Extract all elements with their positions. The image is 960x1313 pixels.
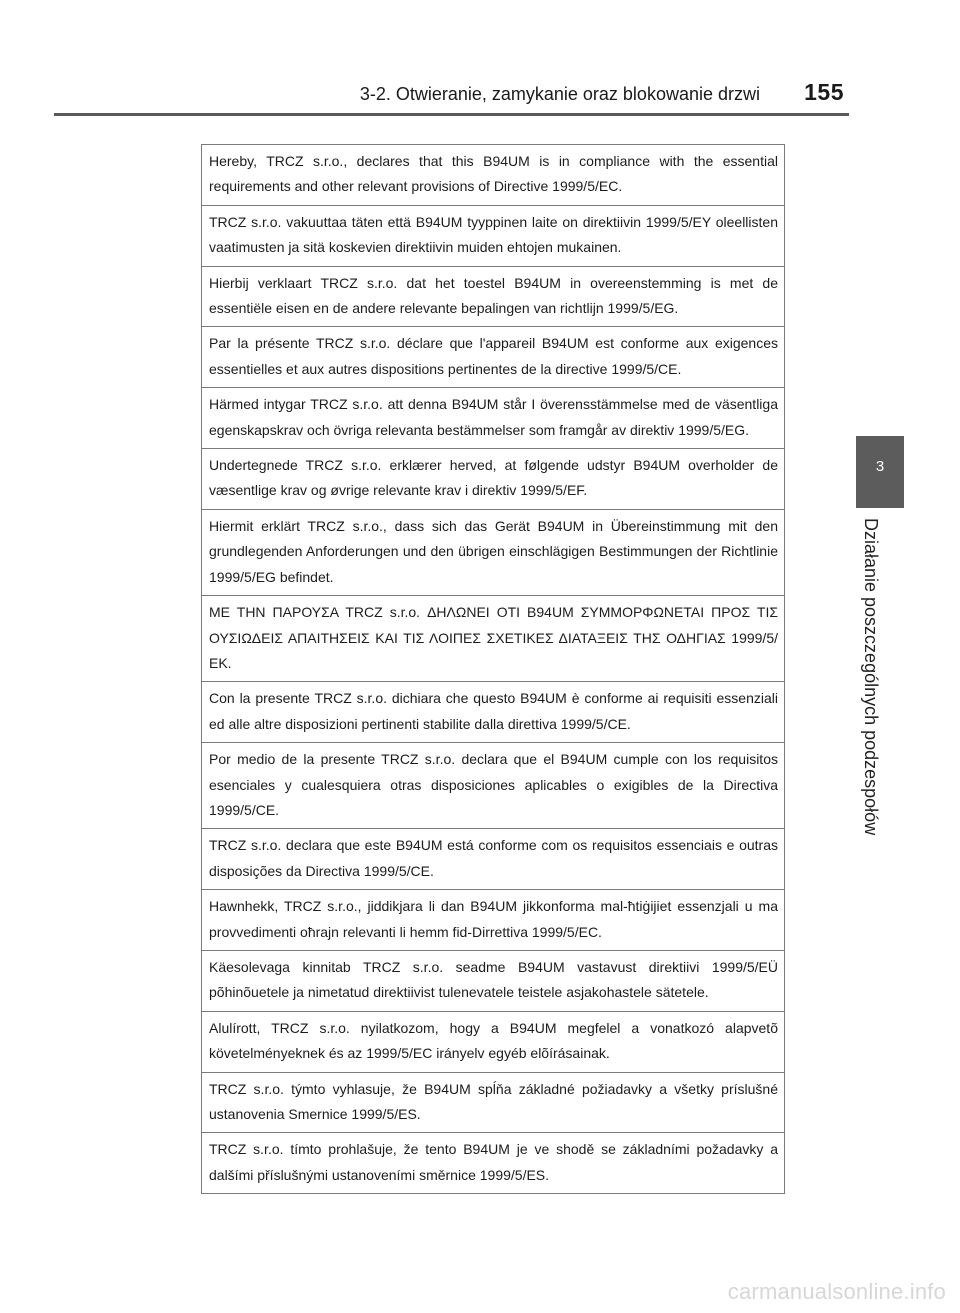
declaration-da: Undertegnede TRCZ s.r.o. erklærer herved, at følgende udstyr B94UM overholder de væsentlige krav og øvrige relevante krav i direktiv 1999/5/EF. <box>202 449 784 510</box>
chapter-tab <box>856 436 904 508</box>
declaration-fr: Par la présente TRCZ s.r.o. déclare que l'appareil B94UM est conforme aux exigences essentielles et aux autres dispositions pertinentes de la directive 1999/5/CE. <box>202 327 784 388</box>
page-number: 155 <box>804 79 844 105</box>
chapter-title: Działanie poszczególnych podzespołów <box>861 518 881 836</box>
declaration-et: Käesolevaga kinnitab TRCZ s.r.o. seadme B94UM vastavust direktiivi 1999/5/EÜ põhinõuetele ja nimetatud direktiivist tulenevatele teistele asjakohastele sätetele. <box>202 951 784 1012</box>
declaration-pt: TRCZ s.r.o. declara que este B94UM está conforme com os requisitos essenciais e outras disposições da Directiva 1999/5/CE. <box>202 829 784 890</box>
header-rule <box>54 113 849 116</box>
declaration-de: Hiermit erklärt TRCZ s.r.o., dass sich das Gerät B94UM in Übereinstimmung mit den grundlegenden Anforderungen und den übrigen einschlägigen Bestimmungen der Richtlinie 1999/5/EG befindet. <box>202 510 784 596</box>
declaration-cs: TRCZ s.r.o. tímto prohlašuje, že tento B94UM je ve shodě se základními požadavky a dalšími příslušnými ustanoveními směrnice 1999/5/ES. <box>209 1141 778 1183</box>
watermark: carmanualsonline.info <box>727 1279 946 1304</box>
declaration-hu: Alulírott, TRCZ s.r.o. nyilatkozom, hogy a B94UM megfelel a vonatkozó alapvetõ követelményeknek és az 1999/5/EC irányelv egyéb elõírásainak. <box>202 1012 784 1073</box>
page-header <box>0 80 850 110</box>
chapter-number: 3 <box>875 458 885 475</box>
declaration-es: Por medio de la presente TRCZ s.r.o. declara que el B94UM cumple con los requisitos esenciales y cualesquiera otras disposiciones aplicables o exigibles de la Directiva 1999/5/CE. <box>202 743 784 829</box>
declaration-fi: TRCZ s.r.o. vakuuttaa täten että B94UM tyyppinen laite on direktiivin 1999/5/EY oleellisten vaatimusten ja sitä koskevien direktiivin muiden ehtojen mukainen. <box>202 206 784 267</box>
declaration-sv: Härmed intygar TRCZ s.r.o. att denna B94UM står I överensstämmelse med de väsentliga egenskapskrav och övriga relevanta bestämmelser som framgår av direktiv 1999/5/EG. <box>202 388 784 449</box>
declaration-sk: TRCZ s.r.o. týmto vyhlasuje, že B94UM spĺňa základné požiadavky a všetky príslušné ustanovenia Smernice 1999/5/ES. <box>202 1073 784 1134</box>
declaration-en: Hereby, TRCZ s.r.o., declares that this B94UM is in compliance with the essential requirements and other relevant provisions of Directive 1999/5/EC. <box>202 145 784 206</box>
declaration-mt: Hawnhekk, TRCZ s.r.o., jiddikjara li dan B94UM jikkonforma mal-ħtiġijiet essenzjali u ma provvedimenti oħrajn relevanti li hemm fid-Dirrettiva 1999/5/EC. <box>202 890 784 951</box>
declaration-it: Con la presente TRCZ s.r.o. dichiara che questo B94UM è conforme ai requisiti essenziali ed alle altre disposizioni pertinenti stabilite dalla direttiva 1999/5/CE. <box>202 682 784 743</box>
declaration-nl: Hierbij verklaart TRCZ s.r.o. dat het toestel B94UM in overeenstemming is met de essentiële eisen en de andere relevante bepalingen van richtlijn 1999/5/EG. <box>202 267 784 328</box>
declarations-table <box>201 144 785 1194</box>
section-title: 3-2. Otwieranie, zamykanie oraz blokowanie drzwi <box>359 84 760 104</box>
chapter-title-wrap <box>858 518 882 858</box>
declaration-el: ΜΕ ΤΗΝ ΠΑΡΟΥΣΑ TRCZ s.r.o. ΔΗΛΩΝΕΙ ΟΤΙ B94UM ΣΥΜΜΟΡΦΩΝΕΤΑΙ ΠΡΟΣ ΤΙΣ ΟΥΣΙΩΔΕΙΣ ΑΠΑΙΤΗΣΕΙΣ ΚΑΙ ΤΙΣ ΛΟΙΠΕΣ ΣΧΕΤΙΚΕΣ ΔΙΑΤΑΞΕΙΣ ΤΗΣ ΟΔΗΓΙΑΣ 1999/5/ΕΚ. <box>202 596 784 682</box>
